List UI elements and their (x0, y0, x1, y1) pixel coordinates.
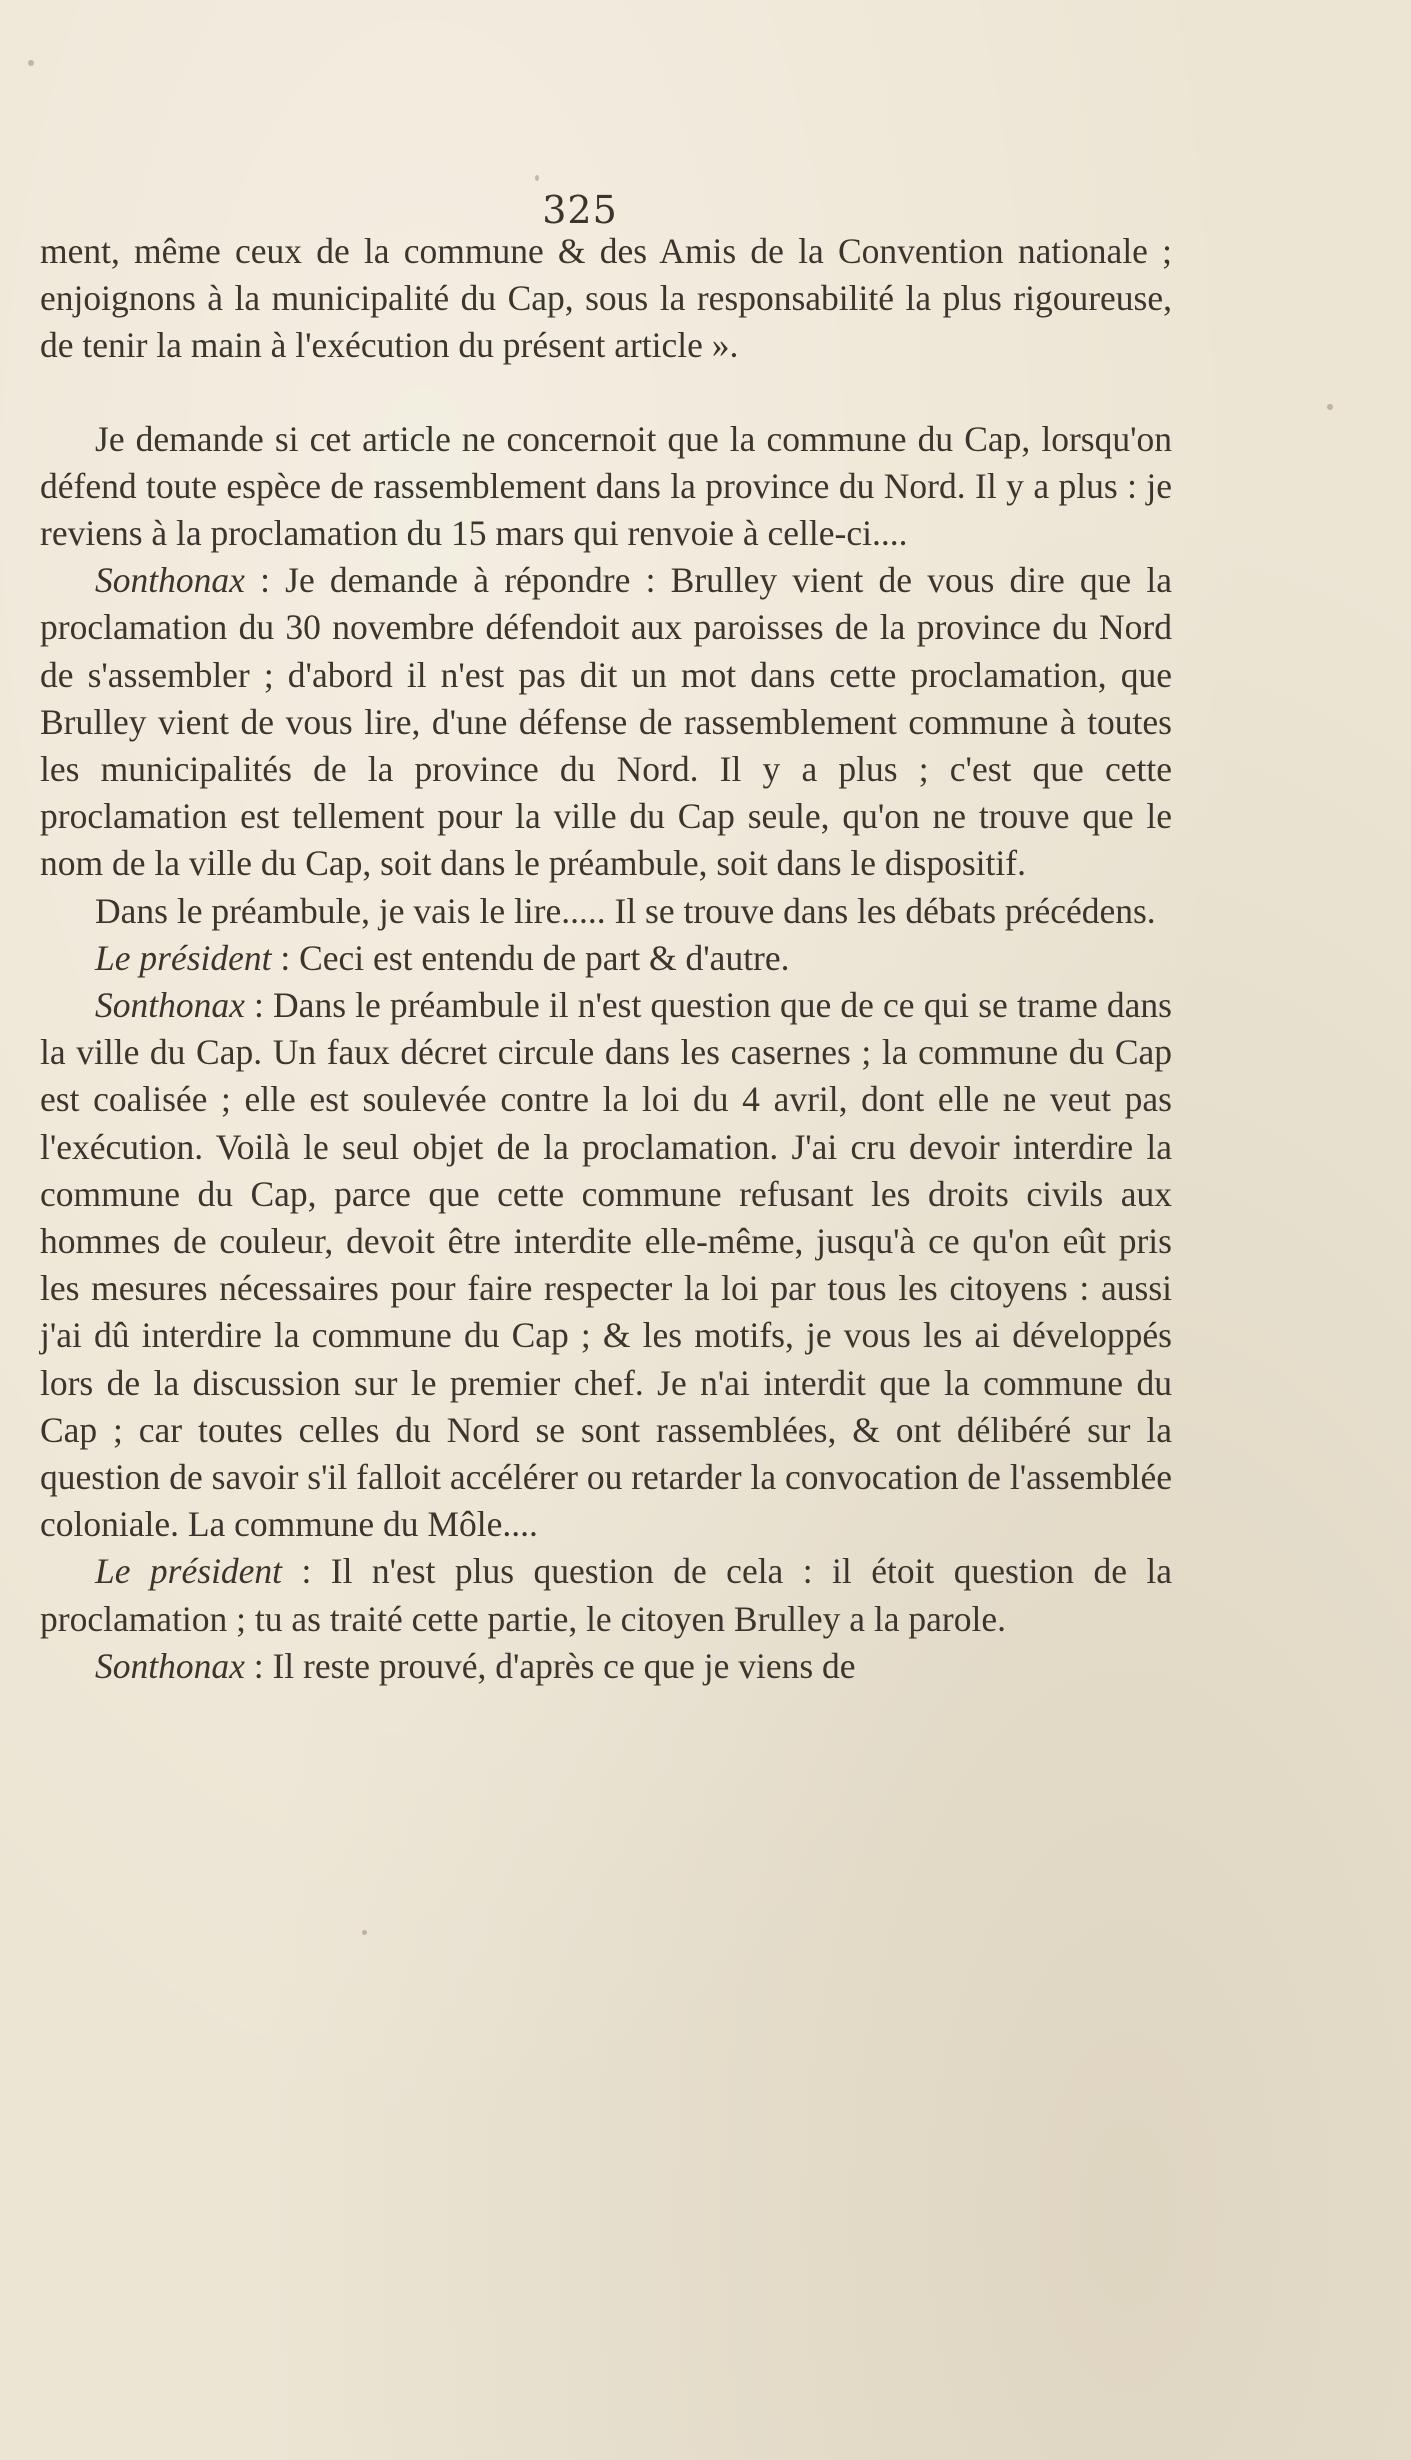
page-number: 325 (542, 188, 618, 232)
paragraph-text: Je demande si cet article ne concernoit que la commune du Cap, lorsqu'on défend toute espèce de rassemblement dans la province du Nord. Il y a plus : je reviens à la proclamation du 15 mars qui renvoie à celle-ci.... (40, 418, 1172, 554)
paragraph-text: : Ceci est entendu de part & d'autre. (271, 937, 790, 978)
paragraph-text: : Il n'est plus question de cela : il étoit question de la proclamation ; tu as traité cette partie, le citoyen Brulley a la parole. (40, 1551, 1173, 1639)
ink-spot (28, 60, 34, 66)
paragraph (40, 935, 1172, 982)
paragraph-text: Dans le préambule, je vais le lire..... Il se trouve dans les débats précédens. (95, 890, 1156, 931)
speaker-name: Sonthonax (95, 985, 245, 1026)
speaker-name: Sonthonax (95, 1645, 245, 1686)
paragraph (40, 888, 1172, 935)
speaker-name: Le président (95, 937, 272, 978)
ink-spot (1327, 404, 1333, 410)
body-text (40, 228, 1172, 1690)
paragraph (40, 416, 1172, 558)
paragraph-text: : Je demande à répondre : Brulley vient de vous dire que la proclamation du 30 novembre défendoit aux paroisses de la province du Nord de s'assembler ; d'abord il n'est pas dit un mot dans cette proclamation, que Brulley vient de vous lire, d'une défense de rassemblement commune à toutes les municipalités de la province du Nord. Il y a plus ; c'est que cette proclamation est tellement pour la ville du Cap seule, qu'on ne trouve que le nom de la ville du Cap, soit dans le préambule, soit dans le dispositif. (40, 560, 1172, 884)
speaker-name: Sonthonax (95, 560, 245, 601)
paragraph (40, 228, 1172, 370)
paragraph (40, 1548, 1172, 1642)
paragraph (40, 1643, 1172, 1690)
paragraph-text: : Dans le préambule il n'est question que de ce qui se trame dans la ville du Cap. Un faux décret circule dans les casernes ; la commune du Cap est coalisée ; elle est soulevée contre la loi du 4 avril, dont elle ne veut pas l'exécution. Voilà le seul objet de la proclamation. J'ai cru devoir interdire la commune du Cap, parce que cette commune refusant les droits civils aux hommes de couleur, devoit être interdite elle-même, jusqu'à ce qu'on eût pris les mesures nécessaires pour faire respecter la loi par tous les citoyens : aussi j'ai dû interdire la commune du Cap ; & les motifs, je vous les ai développés lors de la discussion sur le premier chef. Je n'ai interdit que la commune du Cap ; car toutes celles du Nord se sont rassemblées, & ont délibéré sur la question de savoir s'il falloit accélérer ou retarder la convocation de l'assemblée coloniale. La commune du Môle.... (40, 985, 1172, 1545)
ink-spot (535, 175, 539, 181)
paragraph-text: : Il reste prouvé, d'après ce que je viens de (244, 1645, 856, 1686)
ink-spot (362, 1930, 367, 1935)
paragraph-text: ment, même ceux de la commune & des Amis de la Convention nationale ; enjoignons à la municipalité du Cap, sous la responsabilité la plus rigoureuse, de tenir la main à l'exécution du présent article ». (40, 231, 1172, 366)
paragraph (40, 982, 1172, 1548)
speaker-name: Le président (95, 1551, 283, 1592)
paragraph (40, 557, 1172, 887)
